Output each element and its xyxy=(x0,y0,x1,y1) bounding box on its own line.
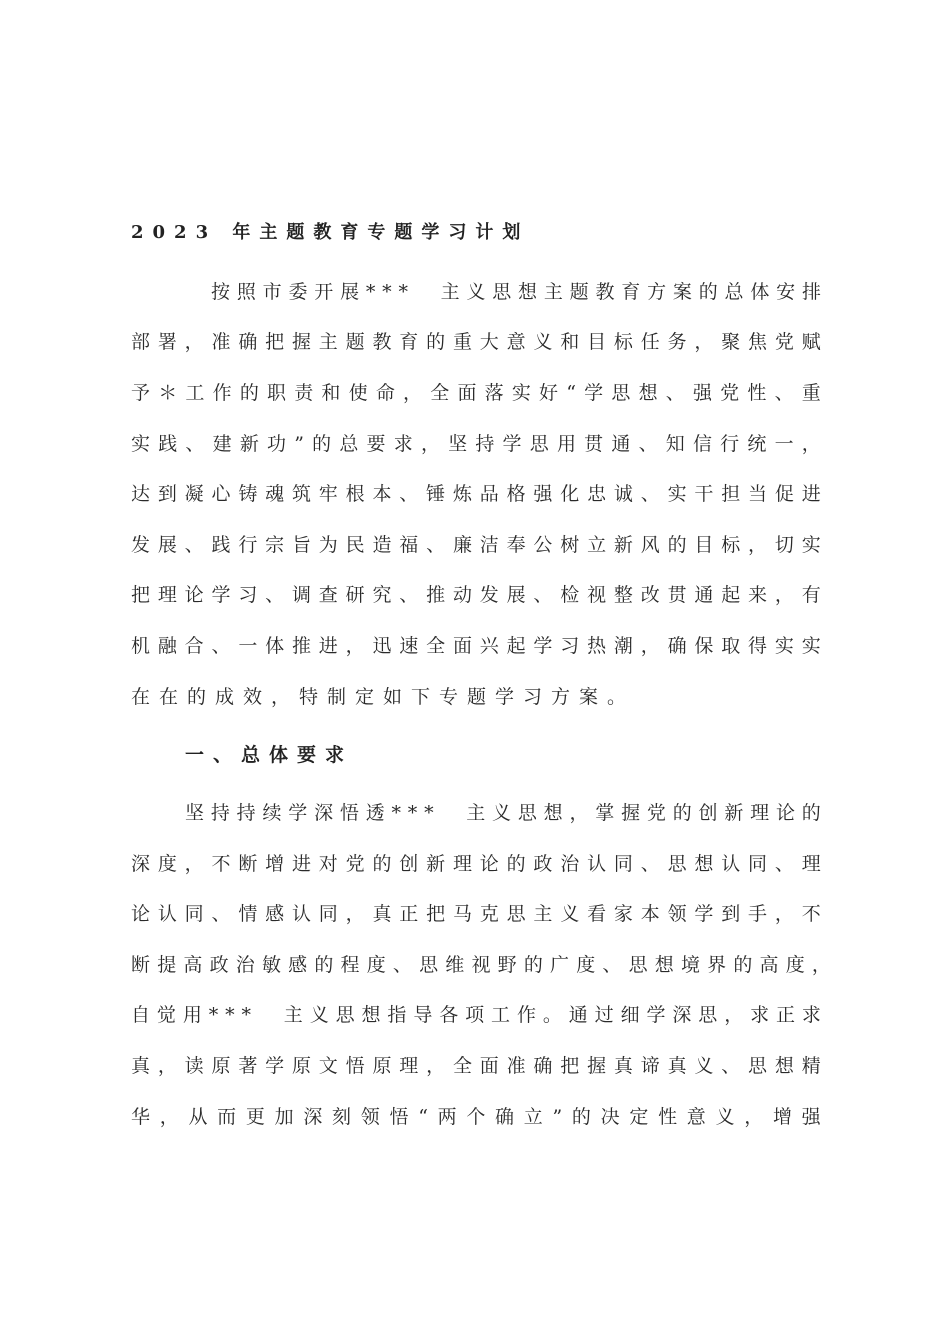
paragraph-line: 断 提 高 政 治 敏 感 的 程 度 、 思 维 视 野 的 广 度 、 思 想 境 界 的 高 度 ， xyxy=(131,954,831,976)
paragraph-line: 实 践 、 建 新 功 ” 的 总 要 求 ， 坚 持 学 思 用 贯 通 、 知 信 行 统 一 ， xyxy=(131,433,821,455)
paragraph-line: 论 认 同 、 情 感 认 同 ， 真 正 把 马 克 思 主 义 看 家 本 领 学 到 手 ， 不 xyxy=(131,903,821,925)
paragraph-line: 发 展 、 践 行 宗 旨 为 民 造 福 、 廉 洁 奉 公 树 立 新 风 的 目 标 ， 切 实 xyxy=(131,534,821,556)
paragraph-line: 深 度 ， 不 断 增 进 对 党 的 创 新 理 论 的 政 治 认 同 、 思 想 认 同 、 理 xyxy=(131,853,821,875)
paragraph-line: 按 照 市 委 开 展 * * * 主 义 思 想 主 题 教 育 方 案 的 总 体 安 排 xyxy=(211,281,821,303)
section-heading: 一、总体要求 xyxy=(185,744,354,766)
paragraph-line: 达 到 凝 心 铸 魂 筑 牢 根 本 、 锤 炼 品 格 强 化 忠 诚 、 实 干 担 当 促 进 xyxy=(131,483,821,505)
paragraph-line: 在在的成效，特制定如下专题学习方案。 xyxy=(131,686,636,708)
paragraph-line: 自 觉 用 * * * 主 义 思 想 指 导 各 项 工 作 。 通 过 细 学 深 思 ， 求 正 求 xyxy=(131,1004,821,1026)
paragraph-line: 把 理 论 学 习 、 调 查 研 究 、 推 动 发 展 、 检 视 整 改 贯 通 起 来 ， 有 xyxy=(131,584,821,606)
paragraph-line: 部 署 ， 准 确 把 握 主 题 教 育 的 重 大 意 义 和 目 标 任 务 ， 聚 焦 党 赋 xyxy=(131,331,821,353)
paragraph-line: 华 ， 从 而 更 加 深 刻 领 悟 “ 两 个 确 立 ” 的 决 定 性 意 义 ， 增 强 xyxy=(131,1106,821,1128)
paragraph-line: 坚 持 持 续 学 深 悟 透 * * * 主 义 思 想 ， 掌 握 党 的 创 新 理 论 的 xyxy=(185,802,821,824)
paragraph-line: 真 ， 读 原 著 学 原 文 悟 原 理 ， 全 面 准 确 把 握 真 谛 真 义 、 思 想 精 xyxy=(131,1055,821,1077)
document-title: 2023 年主题教育专题学习计划 xyxy=(131,222,530,243)
paragraph-line: 予 ＊ 工 作 的 职 责 和 使 命 ， 全 面 落 实 好 “ 学 思 想 、 强 党 性 、 重 xyxy=(131,382,821,404)
paragraph-line: 机 融 合 、 一 体 推 进 ， 迅 速 全 面 兴 起 学 习 热 潮 ， 确 保 取 得 实 实 xyxy=(131,635,821,657)
